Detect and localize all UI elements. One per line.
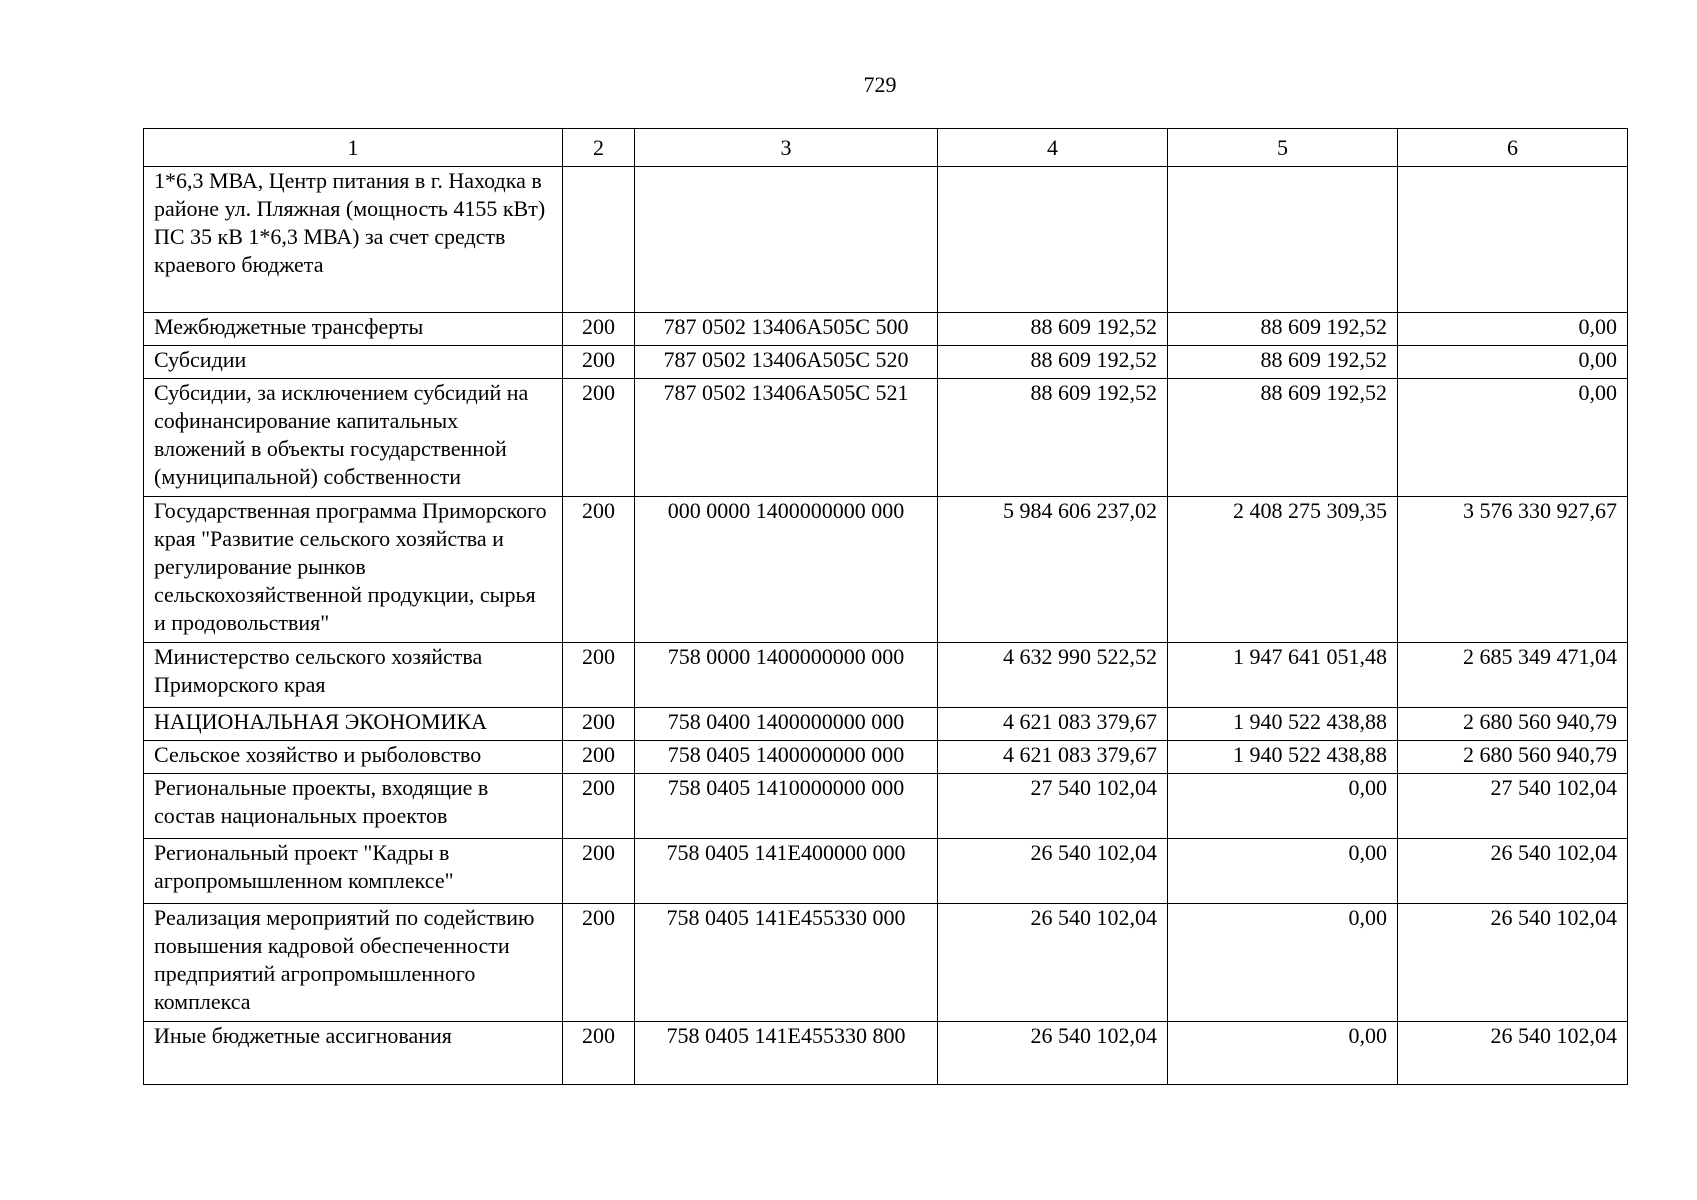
row-name: Субсидии, за исключением субсидий на софинансирование капитальных вложений в объекты государственной (муниципальной) собственности (144, 379, 563, 497)
row-name: Региональный проект "Кадры в агропромышленном комплексе" (144, 839, 563, 904)
row-name: Межбюджетные трансферты (144, 313, 563, 346)
row-name: Субсидии (144, 346, 563, 379)
row-value-5: 0,00 (1168, 1022, 1398, 1085)
row-value-5: 2 408 275 309,35 (1168, 497, 1398, 643)
row-value-6: 26 540 102,04 (1398, 839, 1628, 904)
row-value-5: 88 609 192,52 (1168, 313, 1398, 346)
row-value-6: 2 680 560 940,79 (1398, 708, 1628, 741)
table-row (144, 497, 1628, 643)
row-name: 1*6,3 МВА, Центр питания в г. Находка в районе ул. Пляжная (мощность 4155 кВт) ПС 35 кВ 1*6,3 МВА) за счет средств краевого бюджета (144, 167, 563, 313)
table-header-row (144, 129, 1628, 167)
row-value-5: 0,00 (1168, 774, 1398, 839)
row-classification (635, 167, 938, 313)
row-classification: 758 0405 1400000000 000 (635, 741, 938, 774)
row-classification: 758 0405 141Е455330 800 (635, 1022, 938, 1085)
row-value-4 (938, 167, 1168, 313)
row-value-4: 88 609 192,52 (938, 313, 1168, 346)
table-row (144, 839, 1628, 904)
row-classification: 758 0400 1400000000 000 (635, 708, 938, 741)
row-value-6: 27 540 102,04 (1398, 774, 1628, 839)
table-row (144, 346, 1628, 379)
table-row (144, 379, 1628, 497)
row-value-4: 26 540 102,04 (938, 904, 1168, 1022)
table-row (144, 167, 1628, 313)
row-value-5: 0,00 (1168, 839, 1398, 904)
budget-table (143, 128, 1628, 1085)
row-value-5: 88 609 192,52 (1168, 379, 1398, 497)
column-header: 6 (1398, 129, 1628, 167)
table-row (144, 774, 1628, 839)
row-code: 200 (563, 839, 635, 904)
row-value-6: 3 576 330 927,67 (1398, 497, 1628, 643)
row-classification: 787 0502 13406А505С 520 (635, 346, 938, 379)
table-row (144, 1022, 1628, 1085)
row-classification: 787 0502 13406А505С 500 (635, 313, 938, 346)
column-header: 1 (144, 129, 563, 167)
row-code: 200 (563, 497, 635, 643)
row-value-5: 0,00 (1168, 904, 1398, 1022)
column-header: 2 (563, 129, 635, 167)
column-header: 5 (1168, 129, 1398, 167)
row-code: 200 (563, 1022, 635, 1085)
row-classification: 787 0502 13406А505С 521 (635, 379, 938, 497)
row-value-6 (1398, 167, 1628, 313)
table-row (144, 904, 1628, 1022)
row-classification: 758 0405 141Е400000 000 (635, 839, 938, 904)
row-value-5: 88 609 192,52 (1168, 346, 1398, 379)
row-value-6: 2 680 560 940,79 (1398, 741, 1628, 774)
column-header: 4 (938, 129, 1168, 167)
table-row (144, 741, 1628, 774)
row-value-4: 4 621 083 379,67 (938, 741, 1168, 774)
row-name: Государственная программа Приморского края "Развитие сельского хозяйства и регулирование рынков сельскохозяйственной продукции, сырья и продовольствия" (144, 497, 563, 643)
row-value-6: 0,00 (1398, 313, 1628, 346)
row-name: Региональные проекты, входящие в состав национальных проектов (144, 774, 563, 839)
row-value-4: 5 984 606 237,02 (938, 497, 1168, 643)
row-code: 200 (563, 346, 635, 379)
row-value-5: 1 940 522 438,88 (1168, 741, 1398, 774)
row-code: 200 (563, 313, 635, 346)
row-value-6: 0,00 (1398, 346, 1628, 379)
row-value-6: 2 685 349 471,04 (1398, 643, 1628, 708)
row-code: 200 (563, 379, 635, 497)
row-code: 200 (563, 741, 635, 774)
row-classification: 000 0000 1400000000 000 (635, 497, 938, 643)
table-row (144, 708, 1628, 741)
row-value-6: 26 540 102,04 (1398, 1022, 1628, 1085)
row-name: Сельское хозяйство и рыболовство (144, 741, 563, 774)
row-value-5: 1 940 522 438,88 (1168, 708, 1398, 741)
row-value-5: 1 947 641 051,48 (1168, 643, 1398, 708)
row-code: 200 (563, 708, 635, 741)
row-code (563, 167, 635, 313)
row-value-4: 27 540 102,04 (938, 774, 1168, 839)
row-value-5 (1168, 167, 1398, 313)
row-value-4: 26 540 102,04 (938, 839, 1168, 904)
row-value-4: 88 609 192,52 (938, 379, 1168, 497)
row-code: 200 (563, 643, 635, 708)
page-number: 729 (863, 72, 897, 97)
column-header: 3 (635, 129, 938, 167)
row-value-4: 26 540 102,04 (938, 1022, 1168, 1085)
row-name: Министерство сельского хозяйства Приморского края (144, 643, 563, 708)
row-classification: 758 0405 141Е455330 000 (635, 904, 938, 1022)
row-value-6: 26 540 102,04 (1398, 904, 1628, 1022)
row-name: НАЦИОНАЛЬНАЯ ЭКОНОМИКА (144, 708, 563, 741)
row-classification: 758 0000 1400000000 000 (635, 643, 938, 708)
table-row (144, 313, 1628, 346)
row-value-4: 4 632 990 522,52 (938, 643, 1168, 708)
row-value-4: 88 609 192,52 (938, 346, 1168, 379)
table-row (144, 643, 1628, 708)
row-name: Иные бюджетные ассигнования (144, 1022, 563, 1085)
row-code: 200 (563, 774, 635, 839)
row-classification: 758 0405 1410000000 000 (635, 774, 938, 839)
row-code: 200 (563, 904, 635, 1022)
row-name: Реализация мероприятий по содействию повышения кадровой обеспеченности предприятий агропромышленного комплекса (144, 904, 563, 1022)
row-value-4: 4 621 083 379,67 (938, 708, 1168, 741)
row-value-6: 0,00 (1398, 379, 1628, 497)
